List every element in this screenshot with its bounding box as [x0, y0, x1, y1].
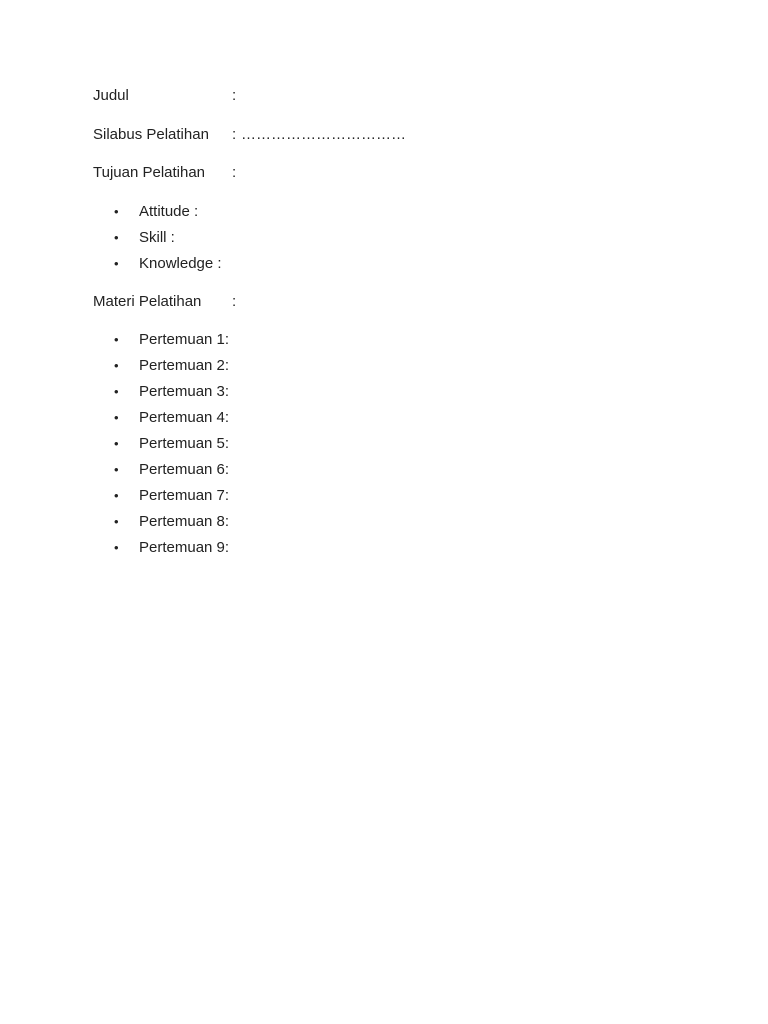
list-item-text: Pertemuan 8:: [139, 513, 230, 530]
field-colon: :: [232, 293, 237, 310]
bullet-icon: •: [114, 540, 119, 555]
field-value-placeholder-dots: ……………………………: [241, 126, 406, 143]
field-label: Silabus Pelatihan: [93, 126, 209, 143]
field-label: Tujuan Pelatihan: [93, 164, 206, 181]
list-item-text: Knowledge :: [139, 255, 222, 272]
field-colon: :: [232, 87, 237, 104]
bullet-icon: •: [114, 332, 119, 347]
list-item-text: Pertemuan 9:: [139, 539, 230, 556]
field-label: Judul: [93, 87, 129, 104]
bullet-icon: •: [114, 436, 119, 451]
bullet-icon: •: [114, 514, 119, 529]
list-item-text: Pertemuan 4:: [139, 409, 230, 426]
bullet-icon: •: [114, 462, 119, 477]
bullet-icon: •: [114, 256, 119, 271]
list-item-text: Pertemuan 1:: [139, 331, 230, 348]
bullet-icon: •: [114, 204, 119, 219]
bullet-icon: •: [114, 230, 119, 245]
field-colon: :: [232, 164, 237, 181]
list-item-text: Pertemuan 2:: [139, 357, 230, 374]
list-item-text: Pertemuan 6:: [139, 461, 230, 478]
bullet-icon: •: [114, 410, 119, 425]
bullet-icon: •: [114, 384, 119, 399]
list-item-text: Pertemuan 3:: [139, 383, 230, 400]
field-label: Materi Pelatihan: [93, 293, 202, 310]
field-colon: :: [232, 126, 237, 143]
list-item-text: Pertemuan 5:: [139, 435, 230, 452]
bullet-icon: •: [114, 358, 119, 373]
list-item-text: Attitude :: [139, 203, 199, 220]
list-item-text: Pertemuan 7:: [139, 487, 230, 504]
bullet-icon: •: [114, 488, 119, 503]
list-item-text: Skill :: [139, 229, 175, 246]
